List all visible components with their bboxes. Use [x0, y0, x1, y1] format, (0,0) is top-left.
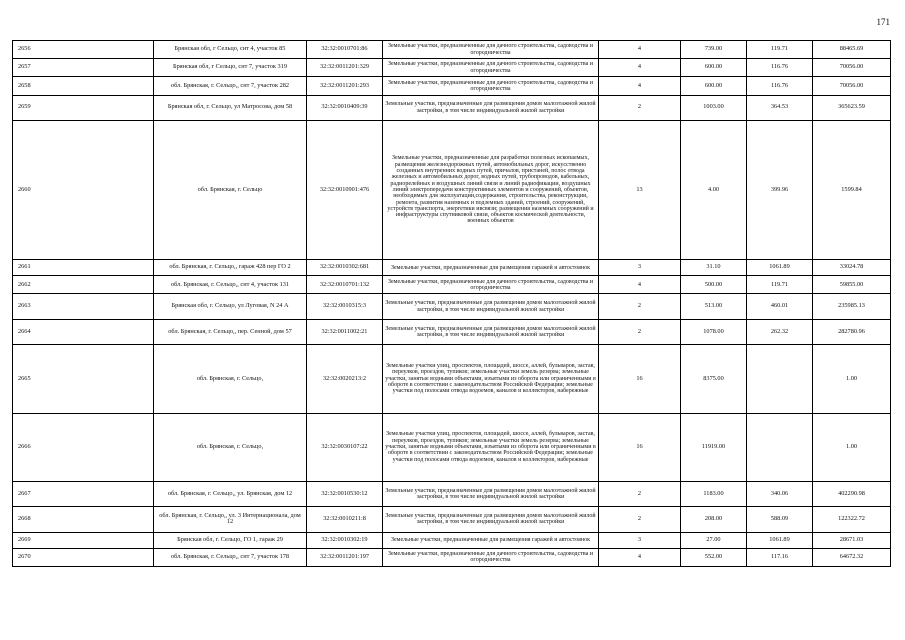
table-row [13, 260, 891, 276]
land-use-cell: Земельные участки, предназначенные для размещения гаражей и автостоянок [383, 532, 599, 548]
area-cell: 1003.00 [681, 95, 747, 120]
land-use-cell: Земельные участки, предназначенные для размещения домов малоэтажной жилой застройки, в том числе индивидуальной жилой застройки [383, 481, 599, 506]
cadastral-value-cell: 70056.00 [813, 77, 891, 95]
address-cell: Брянская обл, г. Сельцо, ул Матросова, дом 58 [154, 95, 307, 120]
use-group-cell: 4 [599, 59, 681, 77]
address-cell: обл. Брянская, г. Сельцо,, пер. Сенной, дом 57 [154, 319, 307, 344]
use-group-cell: 4 [599, 548, 681, 566]
use-group-cell: 2 [599, 319, 681, 344]
land-use-cell: Земельные участки, предназначенные для дачного строительства, садоводства и огородничества [383, 548, 599, 566]
use-group-cell: 3 [599, 532, 681, 548]
land-use-cell: Земельные участки, предназначенные для размещения домов малоэтажной жилой застройки, в том числе индивидуальной жилой застройки [383, 319, 599, 344]
specific-value-cell: 399.96 [747, 120, 813, 259]
row-number: 2664 [13, 319, 154, 344]
cadastral-number-cell: 32:32:0011201:197 [307, 548, 383, 566]
use-group-cell: 2 [599, 481, 681, 506]
page-number: 171 [876, 17, 890, 27]
cadastral-value-cell: 33024.78 [813, 260, 891, 276]
use-group-cell: 16 [599, 413, 681, 481]
area-cell: 600.00 [681, 59, 747, 77]
cadastral-number-cell: 32:32:0010901:476 [307, 120, 383, 259]
cadastral-value-cell: 282780.96 [813, 319, 891, 344]
area-cell: 27.00 [681, 532, 747, 548]
cadastral-number-cell: 32:32:0010701:132 [307, 276, 383, 294]
area-cell: 31.10 [681, 260, 747, 276]
specific-value-cell: 588.09 [747, 507, 813, 532]
cadastral-number-cell: 32:32:0011201:329 [307, 59, 383, 77]
row-number: 2657 [13, 59, 154, 77]
row-number: 2665 [13, 345, 154, 413]
specific-value-cell: 117.16 [747, 548, 813, 566]
table-row [13, 77, 891, 95]
specific-value-cell: 1061.89 [747, 532, 813, 548]
table-row [13, 532, 891, 548]
address-cell: обл. Брянская, г. Сельцо,, гараж 428 пер ГО 2 [154, 260, 307, 276]
land-use-cell: Земельные участки, предназначенные для дачного строительства, садоводства и огородничества [383, 59, 599, 77]
cadastral-number-cell: 32:32:0010302:681 [307, 260, 383, 276]
table-row [13, 548, 891, 566]
land-use-cell: Земельные участки, предназначенные для размещения гаражей и автостоянок [383, 260, 599, 276]
cadastral-number-cell: 32:32:0010530:12 [307, 481, 383, 506]
row-number: 2662 [13, 276, 154, 294]
land-use-cell: Земельные участки улиц, проспектов, площадей, шоссе, аллей, бульваров, застав, переулков, проездов, тупиков; земельные участки земель резерва; земельные участки, занятые водными объектами, изъятыми из оборота или ограниченными в обороте в соответствии с законодательством Российской Федерации; земельные участки под полосами отвода водоемов, каналов и коллекторов, набережные [383, 345, 599, 413]
land-use-cell: Земельные участки, предназначенные для разработки полезных ископаемых, размещения железнодорожных путей, автомобильных дорог, искусственно созданных внутренних водных путей, причалов, пристаней, полос отвода железных и автомобильных дорог, водных путей, трубопроводов, кабельных, радиорелейных и воздушных линий связи и линий радиофикации, воздушных линий электропередачи конструктивных элементов и сооружений, объектов, необходимых для эксплуатации,содержания, строительства, реконструкции, ремонта, развития наземных и подземных зданий, строений, сооружений, устройств транспорта, энергетики ивсвязи; размещения наземных сооружений и инфраструктуры спутниковой связи, объектов космической деятельности, военных объектов [383, 120, 599, 259]
row-number: 2661 [13, 260, 154, 276]
row-number: 2668 [13, 507, 154, 532]
cadastral-value-cell: 88465.69 [813, 41, 891, 59]
use-group-cell: 4 [599, 77, 681, 95]
cadastral-value-cell: 1.00 [813, 345, 891, 413]
use-group-cell: 2 [599, 294, 681, 319]
specific-value-cell [747, 413, 813, 481]
area-cell: 513.00 [681, 294, 747, 319]
specific-value-cell: 1061.89 [747, 260, 813, 276]
address-cell: обл. Брянская, г. Сельцо,, снт 7, участок 282 [154, 77, 307, 95]
address-cell: обл. Брянская, г. Сельцо [154, 120, 307, 259]
row-number: 2670 [13, 548, 154, 566]
area-cell: 552.00 [681, 548, 747, 566]
row-number: 2658 [13, 77, 154, 95]
cadastral-value-cell: 1.00 [813, 413, 891, 481]
table-row [13, 120, 891, 259]
table-row [13, 345, 891, 413]
use-group-cell: 4 [599, 276, 681, 294]
specific-value-cell [747, 345, 813, 413]
area-cell: 600.00 [681, 77, 747, 95]
table-row [13, 59, 891, 77]
specific-value-cell: 119.71 [747, 41, 813, 59]
land-use-cell: Земельные участки, предназначенные для размещения домов малоэтажной жилой застройки, в том числе индивидуальной жилой застройки [383, 95, 599, 120]
cadastral-value-cell: 235985.13 [813, 294, 891, 319]
address-cell: обл. Брянская, г. Сельцо,, снт 7, участок 178 [154, 548, 307, 566]
land-use-cell: Земельные участки, предназначенные для дачного строительства, садоводства и огородничества [383, 77, 599, 95]
address-cell: обл. Брянская, г. Сельцо, [154, 413, 307, 481]
use-group-cell: 3 [599, 260, 681, 276]
specific-value-cell: 262.32 [747, 319, 813, 344]
cadastral-value-cell: 64672.32 [813, 548, 891, 566]
cadastral-number-cell: 32:32:0010315:3 [307, 294, 383, 319]
table-row [13, 507, 891, 532]
address-cell: обл. Брянская, г. Сельцо,, ул. 3 Интернационала, дом 12 [154, 507, 307, 532]
address-cell: Брянская обл, г. Сельцо, ул Луговая, N 24 А [154, 294, 307, 319]
cadastral-number-cell: 32:32:0030107:22 [307, 413, 383, 481]
cadastral-value-cell: 402290.98 [813, 481, 891, 506]
use-group-cell: 16 [599, 345, 681, 413]
table-row [13, 319, 891, 344]
land-use-cell: Земельные участки, предназначенные для дачного строительства, садоводства и огородничества [383, 276, 599, 294]
land-use-cell: Земельные участки, предназначенные для размещения домов малоэтажной жилой застройки, в том числе индивидуальной жилой застройки [383, 294, 599, 319]
row-number: 2667 [13, 481, 154, 506]
row-number: 2656 [13, 41, 154, 59]
cadastral-number-cell: 32:32:0010701:86 [307, 41, 383, 59]
use-group-cell: 2 [599, 507, 681, 532]
table-row [13, 294, 891, 319]
specific-value-cell: 340.06 [747, 481, 813, 506]
area-cell: 4.00 [681, 120, 747, 259]
address-cell: Брянская обл, г Сельцо, снт 4, участок 85 [154, 41, 307, 59]
specific-value-cell: 460.01 [747, 294, 813, 319]
address-cell: обл. Брянская, г. Сельцо, [154, 345, 307, 413]
cadastral-value-cell: 59855.00 [813, 276, 891, 294]
area-cell: 8375.00 [681, 345, 747, 413]
land-use-cell: Земельные участки улиц, проспектов, площадей, шоссе, аллей, бульваров, застав, переулков, проездов, тупиков; земельные участки земель резерва; земельные участки, занятые водными объектами, изъятыми из оборота или ограниченными в обороте в соответствии с законодательством Российской Федерации; земельные участки под полосами отвода водоемов, каналов и коллекторов, набережные [383, 413, 599, 481]
cadastral-number-cell: 32:32:0020213:2 [307, 345, 383, 413]
land-use-cell: Земельные участки, предназначенные для размещения домов малоэтажной жилой застройки, в том числе индивидуальной жилой застройки [383, 507, 599, 532]
row-number: 2663 [13, 294, 154, 319]
cadastral-value-cell: 365623.59 [813, 95, 891, 120]
area-cell: 11919.00 [681, 413, 747, 481]
area-cell: 208.00 [681, 507, 747, 532]
use-group-cell: 13 [599, 120, 681, 259]
row-number: 2666 [13, 413, 154, 481]
cadastral-number-cell: 32:32:0011002:21 [307, 319, 383, 344]
use-group-cell: 2 [599, 95, 681, 120]
table-row [13, 413, 891, 481]
row-number: 2659 [13, 95, 154, 120]
table-row [13, 41, 891, 59]
land-use-cell: Земельные участки, предназначенные для дачного строительства, садоводства и огородничества [383, 41, 599, 59]
specific-value-cell: 364.53 [747, 95, 813, 120]
row-number: 2669 [13, 532, 154, 548]
cadastral-number-cell: 32:32:0011201:293 [307, 77, 383, 95]
address-cell: обл. Брянская, г. Сельцо,, ул. Брянская, дом 12 [154, 481, 307, 506]
cadastral-number-cell: 32:32:0010409:39 [307, 95, 383, 120]
address-cell: Брянская обл, г Сельцо, снт 7, участок 319 [154, 59, 307, 77]
table-row [13, 276, 891, 294]
area-cell: 1078.00 [681, 319, 747, 344]
row-number: 2660 [13, 120, 154, 259]
table-row [13, 95, 891, 120]
area-cell: 1183.00 [681, 481, 747, 506]
area-cell: 739.00 [681, 41, 747, 59]
cadastral-value-table [12, 40, 891, 567]
specific-value-cell: 119.71 [747, 276, 813, 294]
specific-value-cell: 116.76 [747, 59, 813, 77]
cadastral-number-cell: 32:32:0010302:19 [307, 532, 383, 548]
address-cell: Брянская обл, г. Сельцо, ГО 1, гараж 29 [154, 532, 307, 548]
cadastral-number-cell: 32:32:0010211:8 [307, 507, 383, 532]
cadastral-value-cell: 70056.00 [813, 59, 891, 77]
use-group-cell: 4 [599, 41, 681, 59]
address-cell: обл. Брянская, г. Сельцо,, снт 4, участок 131 [154, 276, 307, 294]
specific-value-cell: 116.76 [747, 77, 813, 95]
cadastral-value-cell: 28671.03 [813, 532, 891, 548]
cadastral-value-cell: 1599.84 [813, 120, 891, 259]
area-cell: 500.00 [681, 276, 747, 294]
cadastral-value-cell: 122322.72 [813, 507, 891, 532]
table-row [13, 481, 891, 506]
